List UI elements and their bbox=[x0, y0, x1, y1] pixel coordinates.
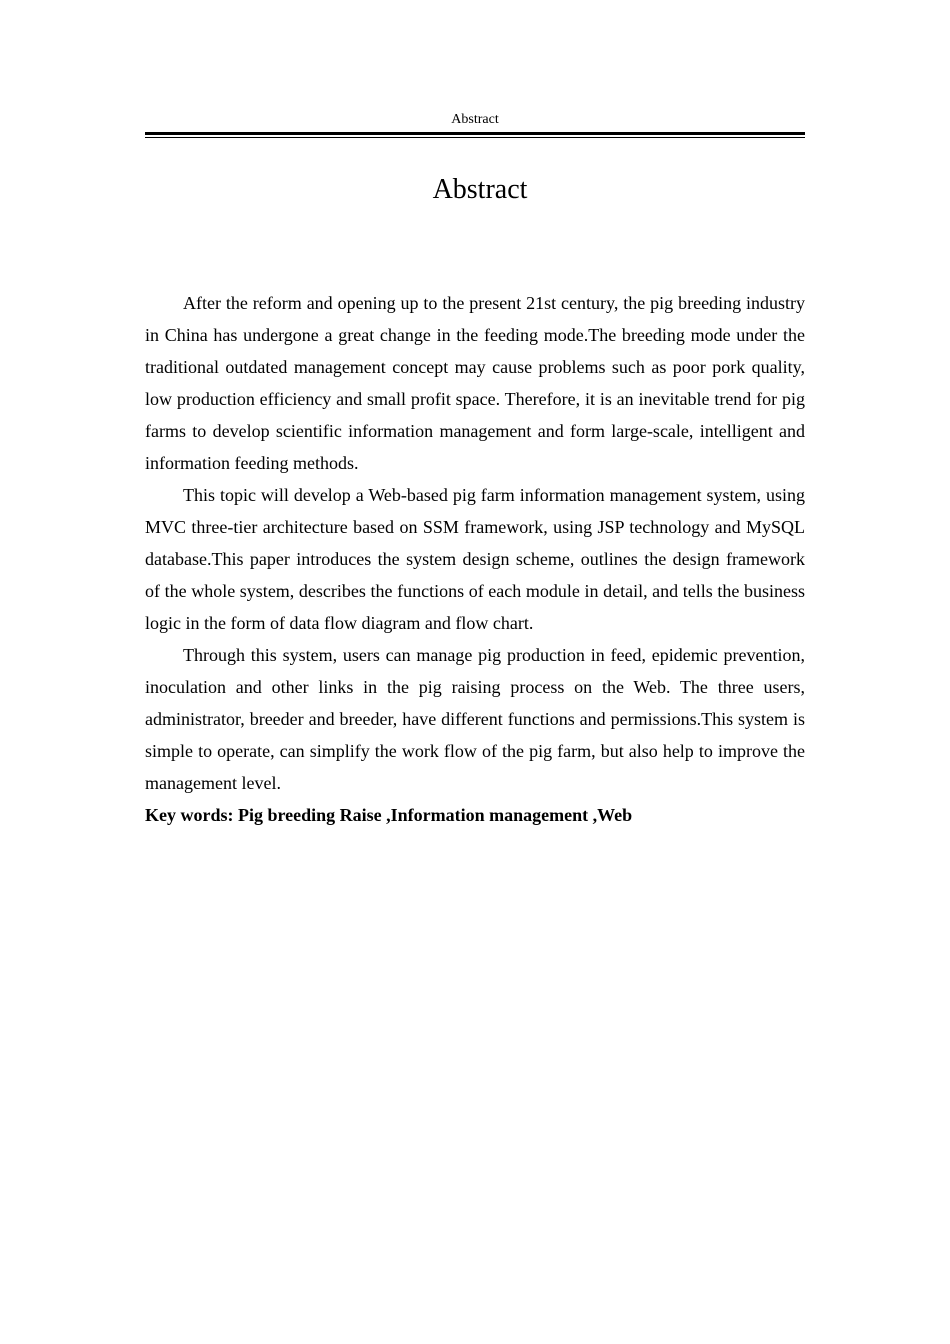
header-rule bbox=[145, 132, 805, 135]
page-title: Abstract bbox=[432, 174, 528, 205]
paragraph: Through this system, users can manage pig production in feed, epidemic prevention, inoculation and other links in the pig raising process on the Web. The three users, administrator, breeder and breeder, have different functions and permissions.This system is simple to operate, can simplify the work flow of the pig farm, but also help to improve the management level. bbox=[145, 645, 805, 793]
keywords-line: Key words: Pig breeding Raise ,Information management ,Web bbox=[145, 805, 633, 825]
abstract-body bbox=[145, 287, 805, 831]
paragraph: After the reform and opening up to the present 21st century, the pig breeding industry in China has undergone a great change in the feeding mode.The breeding mode under the traditional outdated management concept may cause problems such as poor pork quality, low production efficiency and small profit space. Therefore, it is an inevitable trend for pig farms to develop scientific information management and form large-scale, intelligent and information feeding methods. bbox=[145, 293, 805, 473]
paragraph: This topic will develop a Web-based pig farm information management system, using MVC three-tier architecture based on SSM framework, using JSP technology and MySQL database.This paper introduces the system design scheme, outlines the design framework of the whole system, describes the functions of each module in detail, and tells the business logic in the form of data flow diagram and flow chart. bbox=[145, 485, 805, 633]
running-header: Abstract bbox=[451, 112, 499, 127]
header-rule-secondary bbox=[145, 137, 805, 138]
